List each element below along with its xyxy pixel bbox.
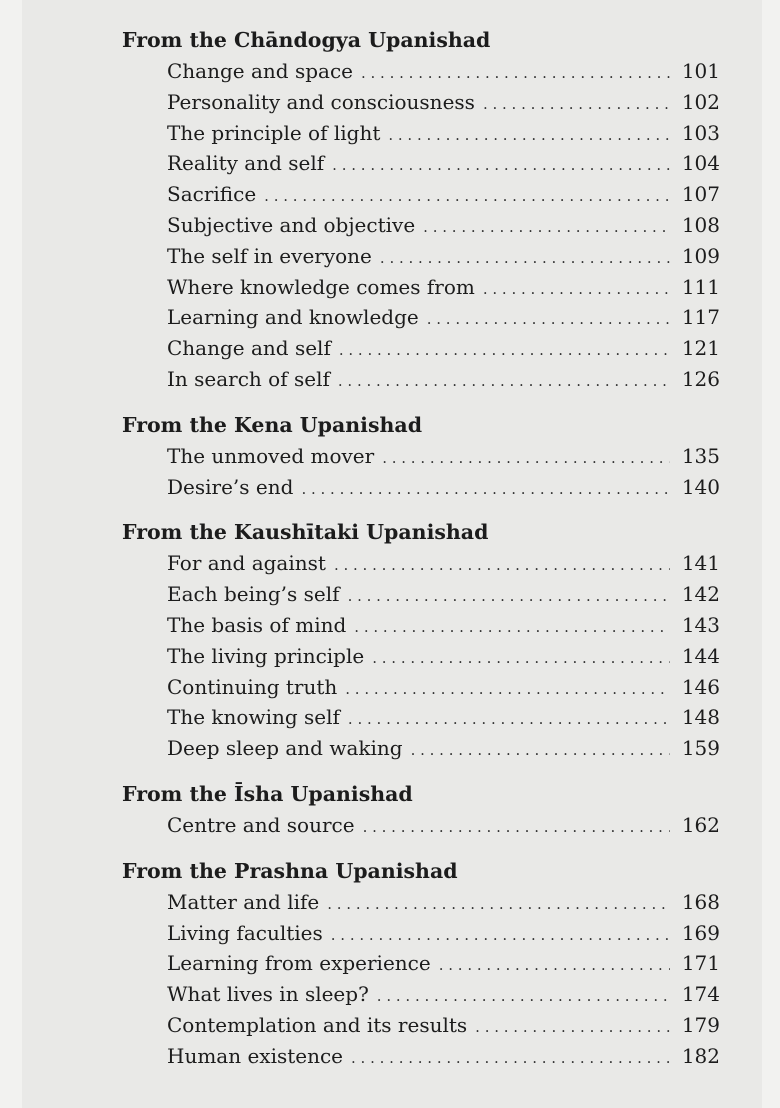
toc-section <box>122 517 720 764</box>
dot-leader <box>301 474 670 505</box>
dot-leader <box>339 335 670 366</box>
entry-page-number: 144 <box>681 643 720 668</box>
entry-page-number: 108 <box>681 212 720 237</box>
dot-leader <box>331 920 670 951</box>
dot-leader <box>361 58 670 89</box>
dot-leader <box>345 674 670 705</box>
section-heading: From the Īsha Upanishad <box>122 781 413 806</box>
entry-page-number: 169 <box>681 920 720 945</box>
dot-leader <box>332 150 670 181</box>
entry-title: Change and space <box>167 59 353 83</box>
toc-entry <box>122 641 720 672</box>
toc-entry <box>122 1041 720 1072</box>
entry-title: The unmoved mover <box>167 443 375 468</box>
entry-page-number: 148 <box>681 705 720 730</box>
dot-leader <box>439 950 670 981</box>
entry-title: Change and self <box>167 336 331 361</box>
entry-title: Human existence <box>167 1043 344 1068</box>
entry-page-number: 142 <box>681 582 720 607</box>
entry-title: Centre and source <box>167 812 355 837</box>
entry-page-number: 121 <box>681 336 720 361</box>
dot-leader <box>338 366 670 397</box>
dot-leader <box>354 612 670 643</box>
entry-page-number: 102 <box>681 89 720 114</box>
toc-section <box>122 410 720 503</box>
entry-page-number: 159 <box>681 736 720 761</box>
table-of-contents <box>122 25 720 1087</box>
dot-leader <box>475 1012 670 1043</box>
entry-title: The knowing self <box>167 705 340 730</box>
entry-page-number: 146 <box>681 674 720 699</box>
toc-entry <box>122 441 720 472</box>
entry-title: In search of self <box>167 366 330 391</box>
toc-entry <box>122 472 720 503</box>
section-heading: From the Prashna Upanishad <box>122 858 458 883</box>
dot-leader <box>348 704 670 735</box>
entry-title: Sacrifice <box>167 182 257 207</box>
dot-leader <box>348 581 670 612</box>
entry-page-number: 174 <box>681 982 720 1007</box>
entry-title: Desire’s end <box>167 474 294 499</box>
dot-leader <box>411 735 670 766</box>
entry-title: Personality and consciousness <box>167 89 475 114</box>
entry-title: The living principle <box>167 643 365 668</box>
book-page <box>22 0 762 1108</box>
toc-section <box>122 856 720 1072</box>
entry-title: Contemplation and its results <box>167 1012 468 1037</box>
toc-entry <box>122 887 720 918</box>
dot-leader <box>483 274 670 305</box>
section-heading: From the Kena Upanishad <box>122 412 423 437</box>
entry-page-number: 111 <box>681 274 720 299</box>
entry-title: What lives in sleep? <box>167 982 369 1007</box>
entry-page-number: 101 <box>681 59 720 83</box>
entry-title: For and against <box>167 551 326 576</box>
dot-leader <box>372 643 670 674</box>
entry-title: Deep sleep and waking <box>167 736 403 761</box>
toc-entry <box>122 56 720 87</box>
entry-page-number: 104 <box>681 151 720 176</box>
entry-page-number: 141 <box>681 551 720 576</box>
toc-entry <box>122 364 720 395</box>
section-heading: From the Kaushītaki Upanishad <box>122 520 489 545</box>
toc-entry <box>122 179 720 210</box>
entry-page-number: 143 <box>681 612 720 637</box>
toc-entry <box>122 948 720 979</box>
dot-leader <box>377 981 670 1012</box>
dot-leader <box>382 443 670 474</box>
entry-title: Where knowledge comes from <box>167 274 475 299</box>
toc-entry <box>122 610 720 641</box>
entry-title: Subjective and objective <box>167 212 416 237</box>
dot-leader <box>351 1043 670 1074</box>
dot-leader <box>380 243 670 274</box>
toc-entry <box>122 702 720 733</box>
dot-leader <box>423 212 670 243</box>
toc-entry <box>122 302 720 333</box>
dot-leader <box>427 304 670 335</box>
entry-title: The principle of light <box>167 120 381 145</box>
entry-page-number: 107 <box>681 182 720 207</box>
entry-page-number: 179 <box>681 1012 720 1037</box>
toc-entry <box>122 918 720 949</box>
entry-title: Continuing truth <box>167 674 338 699</box>
entry-title: The basis of mind <box>167 612 347 637</box>
entry-page-number: 126 <box>681 366 720 391</box>
entry-title: Learning from experience <box>167 951 431 976</box>
entry-page-number: 162 <box>681 812 720 837</box>
entry-page-number: 182 <box>681 1043 720 1068</box>
dot-leader <box>483 89 670 120</box>
dot-leader <box>334 550 670 581</box>
dot-leader <box>327 889 670 920</box>
toc-entry <box>122 333 720 364</box>
toc-entry <box>122 1010 720 1041</box>
toc-section <box>122 779 720 841</box>
entry-page-number: 117 <box>681 305 720 330</box>
toc-entry <box>122 118 720 149</box>
toc-entry <box>122 272 720 303</box>
dot-leader <box>388 120 670 151</box>
toc-section <box>122 25 720 395</box>
entry-title: The self in everyone <box>167 243 372 268</box>
entry-page-number: 171 <box>681 951 720 976</box>
entry-page-number: 103 <box>681 120 720 145</box>
toc-entry <box>122 810 720 841</box>
entry-title: Matter and life <box>167 889 320 914</box>
entry-page-number: 109 <box>681 243 720 268</box>
entry-page-number: 140 <box>681 474 720 499</box>
toc-entry <box>122 148 720 179</box>
entry-page-number: 168 <box>681 889 720 914</box>
entry-title: Living faculties <box>167 920 323 945</box>
entry-title: Reality and self <box>167 151 325 176</box>
dot-leader <box>264 181 670 212</box>
entry-page-number: 135 <box>681 443 720 468</box>
toc-entry <box>122 733 720 764</box>
toc-entry <box>122 579 720 610</box>
entry-title: Each being’s self <box>167 582 340 607</box>
section-heading: From the Chāndogya Upanishad <box>122 28 491 52</box>
toc-entry <box>122 548 720 579</box>
toc-entry <box>122 87 720 118</box>
dot-leader <box>363 812 670 843</box>
toc-entry <box>122 210 720 241</box>
entry-title: Learning and knowledge <box>167 305 419 330</box>
toc-entry <box>122 672 720 703</box>
toc-entry <box>122 979 720 1010</box>
toc-entry <box>122 241 720 272</box>
